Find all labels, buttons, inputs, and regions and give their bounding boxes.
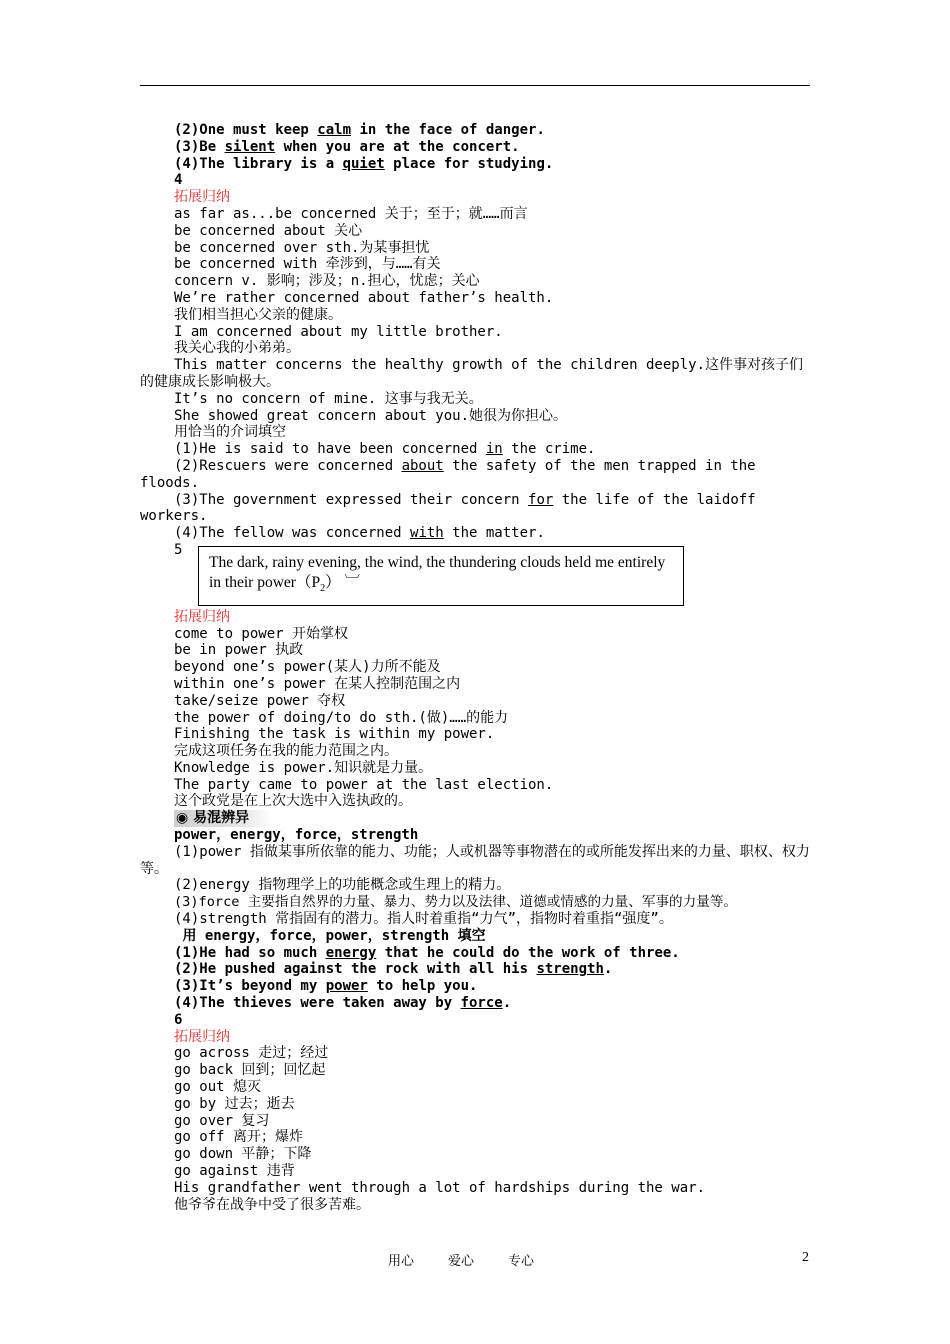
footer-motto: 爱心 bbox=[448, 1254, 475, 1269]
fill-title: 用 energy，force，power，strength 填空 bbox=[174, 927, 486, 944]
text-line: the power of doing/to do sth.(做)……的能力 bbox=[174, 709, 509, 726]
text-line: go back 回到；回忆起 bbox=[174, 1062, 326, 1079]
note-line: (3)force 主要指自然界的力量、暴力、势力以及法律、道德或情感的力量、军事的力量等。 bbox=[174, 894, 738, 911]
section-number: 4 bbox=[174, 172, 183, 189]
text-line: go over 复习 bbox=[174, 1112, 270, 1129]
text-line: go across 走过；经过 bbox=[174, 1045, 329, 1062]
text-line: Finishing the task is within my power. bbox=[174, 726, 495, 743]
text-line: The party came to power at the last election. bbox=[174, 776, 554, 793]
exercise-line: (1)He had so much energy that he could do the work of three. bbox=[174, 944, 680, 961]
text-line: concern v. 影响；涉及；n.担心，忧虑；关心 bbox=[174, 273, 480, 290]
text-line: 用恰当的介词填空 bbox=[174, 424, 286, 441]
section-heading: 拓展归纳 bbox=[174, 1028, 230, 1045]
text-line: Knowledge is power.知识就是力量。 bbox=[174, 759, 433, 776]
text-line: I am concerned about my little brother. bbox=[174, 323, 503, 340]
exercise-line: (2)One must keep calm in the face of danger. bbox=[174, 122, 545, 138]
text-line: go by 过去；逝去 bbox=[174, 1095, 295, 1112]
section-5-header bbox=[140, 541, 812, 595]
note-line: (4)strength 常指固有的潜力。指人时着重指“力气”，指物时着重指“强度”。 bbox=[174, 911, 673, 928]
text-line: beyond one’s power(某人)力所不能及 bbox=[174, 659, 441, 676]
text-line: 他爷爷在战争中受了很多苦难。 bbox=[174, 1196, 370, 1213]
text-line: go out 熄灭 bbox=[174, 1079, 262, 1096]
text-line: come to power 开始掌权 bbox=[174, 625, 349, 642]
exercise-line: (4)The library is a quiet place for studying. bbox=[174, 155, 554, 172]
page-number: 2 bbox=[802, 1250, 809, 1265]
exercise-line: (3)It’s beyond my power to help you. bbox=[174, 978, 478, 995]
text-line: be in power 执政 bbox=[174, 642, 304, 659]
text-line: be concerned with 牵涉到，与……有关 bbox=[174, 256, 441, 273]
text-line: This matter concerns the healthy growth of the children deeply.这件事对孩子们的健康成长影响极大。 bbox=[140, 357, 804, 390]
quote-box: The dark, rainy evening, the wind, the thundering clouds held me entirely in their $power(P_2)$ ︺ bbox=[198, 546, 684, 606]
text-line: His grandfather went through a lot of hardships during the war. bbox=[174, 1179, 706, 1196]
exercise-line: (4)The fellow was concerned with the matter. bbox=[174, 525, 545, 542]
section-number: 6 bbox=[174, 1011, 183, 1028]
text-line: She showed great concern about you.她很为你担心。 bbox=[174, 407, 568, 424]
header-rule bbox=[140, 85, 810, 86]
section-number: 5 bbox=[174, 541, 183, 558]
exercise-line: (1)He is said to have been concerned in the crime. bbox=[174, 441, 596, 458]
text-line: be concerned about 关心 bbox=[174, 222, 363, 239]
text-line: as far as...be concerned 关于；至于；就……而言 bbox=[174, 205, 528, 222]
text-line: We’re rather concerned about father’s health. bbox=[174, 289, 554, 306]
text-line: go off 离开；爆炸 bbox=[174, 1129, 304, 1146]
page-content bbox=[140, 122, 812, 1213]
text-line: 完成这项任务在我的能力范围之内。 bbox=[174, 743, 398, 760]
blank-mark-icon: ︺ bbox=[344, 573, 360, 591]
text-line: go against 违背 bbox=[174, 1163, 295, 1180]
exercise-line: (3)The government expressed their concern for the life of the laidoff workers. bbox=[140, 491, 765, 525]
exercise-line: (3)Be silent when you are at the concert. bbox=[174, 138, 520, 155]
note-line: (2)energy 指物理学上的功能概念或生理上的精力。 bbox=[174, 877, 511, 894]
word-list: power，energy，force，strength bbox=[174, 827, 419, 844]
exercise-line: (4)The thieves were taken away by force. bbox=[174, 995, 512, 1012]
text-line: go down 平静；下降 bbox=[174, 1146, 312, 1163]
section-heading: 拓展归纳 bbox=[174, 608, 230, 625]
text-line: 我们相当担心父亲的健康。 bbox=[174, 306, 342, 323]
text-line: 这个政党是在上次大选中入选执政的。 bbox=[174, 793, 412, 810]
exercise-line: (2)He pushed against the rock with all his strength. bbox=[174, 961, 613, 978]
confusable-tag-row bbox=[140, 810, 812, 827]
footer-motto: 用心 bbox=[388, 1254, 415, 1269]
section-heading: 拓展归纳 bbox=[174, 189, 230, 206]
text-line: 我关心我的小弟弟。 bbox=[174, 340, 300, 357]
text-line: within one’s power 在某人控制范围之内 bbox=[174, 675, 461, 692]
footer-motto: 专心 bbox=[508, 1254, 535, 1269]
confusable-tag: ◉ 易混辨异 bbox=[174, 810, 271, 827]
text-line: It’s no concern of mine. 这事与我无关。 bbox=[174, 390, 483, 407]
exercise-line: (2)Rescuers were concerned about the safety of the men trapped in the floods. bbox=[140, 457, 765, 491]
text-line: take/seize power 夺权 bbox=[174, 692, 346, 709]
text-line: be concerned over sth.为某事担忧 bbox=[174, 239, 430, 256]
note-line: (1)power 指做某事所依靠的能力、功能；人或机器等事物潜在的或所能发挥出来的力量、职权、权力等。 bbox=[140, 843, 810, 877]
